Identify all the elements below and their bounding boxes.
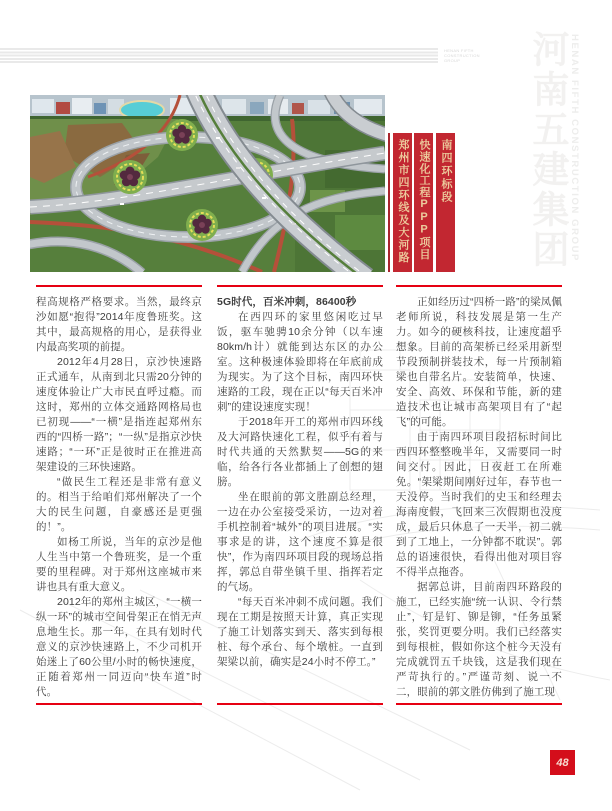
paragraph: 在西四环的家里悠闲吃过早饭，驱车驰骋10余分钟（以车速80km/h计）就能到达东区的办公室。这种极速体验即将在年底前成为现实。为了这个目标，南四环快速路的工段，现在正以“每天百米冲刺”的建设速度实现！: [217, 311, 383, 413]
article-column-2: [217, 285, 383, 705]
paragraph: 由于南四环项目段招标时间比西四环整整晚半年，又需要同一时间交付。因此，日夜赶工在所难免。“架梁期间刚好过年，春节也一天没停。当时我们的史玉和经理去海南度假，飞回来三次假期也没度成，最后只休息了一天半，初二就到了工地上，一分钟都不耽误”。郭总的语速很快，看得出他对项目容不得半点拖沓。: [396, 431, 562, 578]
brand-watermark-chinese: 河南五建集团: [527, 30, 568, 270]
section-heading: 5G时代，百米冲刺，86400秒: [217, 296, 357, 308]
paragraph: 正如经历过“四桥一路”的梁凤佩老师所说，科技发展是第一生产力。如今的硬核科技，让速度超乎想象。目前的高架桥已经采用新型节段预制拼装技术，每一片预制箱梁也自带名片。安装简单，快速、安全、高效、环保和节能，新的建造技术也让城市高架项目有了“起飞”的可能。: [396, 296, 562, 428]
interchange-photo: [30, 95, 385, 272]
header-stripes-decoration: [0, 48, 438, 64]
paragraph: 据郭总讲，目前南四环路段的施工，已经实施“统一认识、令行禁止”，钉是钉、铆是铆，“任务虽紧张，奖罚更要分明。我们已经落实到每根桩，假如你这个桩今天没有完成就罚五千块钱，这是我们现在严苛执行的。”严谨苛刻、说一不二，眼前的郭文胜仿佛到了施工现: [396, 581, 562, 698]
article-column-1: [36, 285, 202, 705]
article-column-3: [396, 285, 562, 705]
title-banner-project-type: 快速化工程PPP项目: [414, 133, 433, 272]
header-logo-text: HENAN FIFTH CONSTRUCTION GROUP: [444, 48, 480, 63]
page-number-badge: 48: [550, 750, 575, 775]
brand-watermark-english: HENAN FIFTH CONSTRUCTION GROUP: [569, 34, 580, 262]
red-divider-line: [388, 133, 390, 272]
paragraph: 于2018年开工的郑州市四环线及大河路快速化工程，似乎有着与时代共通的天然默契——5G的来临，给各行各业都插上了创想的翅膀。: [217, 416, 383, 488]
paragraph: 程高规格严格要求。当然，最终京沙如愿“抱得”2014年度鲁班奖。这其中，最高规格的用心，是获得业内最高奖项的前提。: [36, 296, 202, 353]
paragraph: 2012年的郑州主城区，“一横一纵一环”的城市空间骨架正在悄无声息地生长。那一年，在具有划时代意义的京沙快速路上，不少司机开始迷上了60公里/小时的畅快速度，正随着郑州一同迈向“快车道”时代。: [36, 596, 202, 698]
paragraph: 如杨工所说，当年的京沙是他人生当中第一个鲁班奖，是一个重要的里程碑。对于郑州这座城市来讲也具有重大意义。: [36, 536, 202, 593]
title-banner-project-location: 郑州市四环线及大河路: [393, 133, 412, 272]
paragraph: “每天百米冲刺不成问题。我们现在工期是按照天计算，真正实现了施工计划落实到天、落实到每根桩、每个承台、每个墩桩。一直到架梁以前，确实是24小时不停工。”: [217, 596, 383, 668]
paragraph: 2012年4月28日，京沙快速路正式通车，从南到北只需20分钟的速度体验让广大市民直呼过瘾。而这时，郑州的立体交通路网格局也已初现——“一横”是指连起郑州东西的“四桥一路”；“一纵”是指京沙快速路；“一环”正是彼时正在推进高架建设的三环快速路。: [36, 356, 202, 473]
paragraph: 坐在眼前的郭文胜副总经理，一边在办公室接受采访，一边对着手机控制着“城外”的项目进展。“实事求是的讲，这个速度不算是很快”，作为南四环项目段的现场总指挥，郭总自带坐镇千里、指挥若定的气场。: [217, 491, 383, 593]
paragraph: “做民生工程还是非常有意义的。相当于给咱们郑州解决了一个大的民生问题，自豪感还是更强的！”。: [36, 476, 202, 533]
title-banner-section: 南四环标段: [436, 133, 455, 272]
